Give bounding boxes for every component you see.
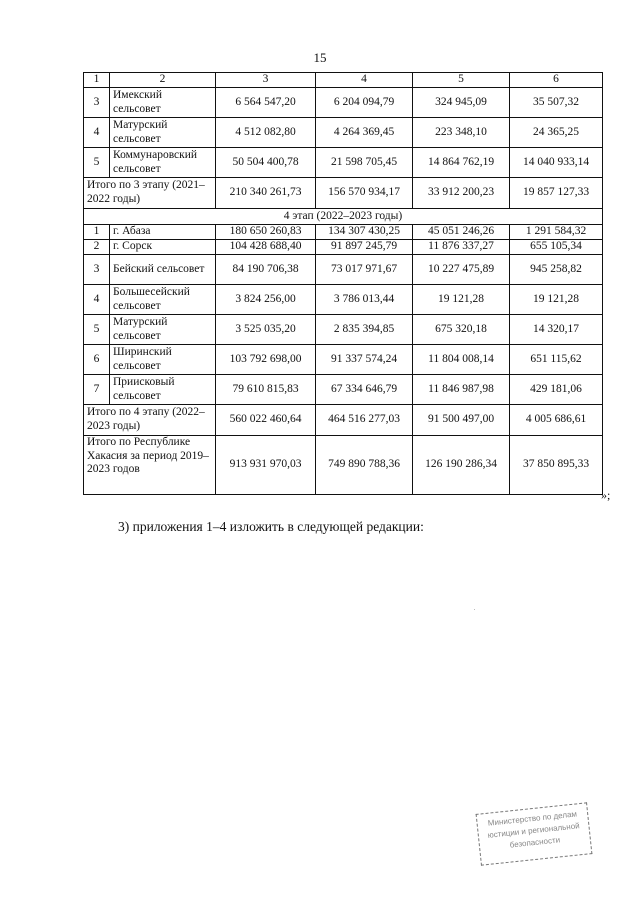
value-cell: 655 105,34 — [510, 240, 603, 255]
value-cell: 11 846 987,98 — [413, 375, 510, 405]
total-value: 91 500 497,00 — [413, 405, 510, 436]
value-cell: 73 017 971,67 — [316, 255, 413, 285]
total-row-stage4 — [84, 405, 603, 436]
stage4-title: 4 этап (2022–2023 годы) — [84, 209, 603, 225]
header-cell: 4 — [316, 73, 413, 88]
header-cell: 3 — [216, 73, 316, 88]
value-cell: 10 227 475,89 — [413, 255, 510, 285]
value-cell: 79 610 815,83 — [216, 375, 316, 405]
table-header-row — [84, 73, 603, 88]
row-number: 3 — [84, 88, 110, 118]
value-cell: 35 507,32 — [510, 88, 603, 118]
table-row — [84, 88, 603, 118]
value-cell: 3 525 035,20 — [216, 315, 316, 345]
value-cell: 11 876 337,27 — [413, 240, 510, 255]
table-row — [84, 148, 603, 178]
closing-quote-mark: »; — [601, 488, 611, 502]
value-cell: 11 804 008,14 — [413, 345, 510, 375]
total-value: 19 857 127,33 — [510, 178, 603, 209]
table-row — [84, 255, 603, 285]
value-cell: 675 320,18 — [413, 315, 510, 345]
value-cell: 6 564 547,20 — [216, 88, 316, 118]
value-cell: 21 598 705,45 — [316, 148, 413, 178]
total-value: 560 022 460,64 — [216, 405, 316, 436]
scan-speck — [474, 609, 475, 610]
value-cell: 3 786 013,44 — [316, 285, 413, 315]
value-cell: 180 650 260,83 — [216, 225, 316, 240]
municipality-name: Бейский сельсовет — [110, 255, 216, 285]
row-number: 1 — [84, 225, 110, 240]
municipality-name: Матурский сельсовет — [110, 118, 216, 148]
value-cell: 103 792 698,00 — [216, 345, 316, 375]
value-cell: 134 307 430,25 — [316, 225, 413, 240]
table-row — [84, 118, 603, 148]
municipality-name: Матурский сельсовет — [110, 315, 216, 345]
stage-heading-row — [84, 209, 603, 225]
row-number: 4 — [84, 118, 110, 148]
funding-table — [83, 72, 603, 495]
total-value: 156 570 934,17 — [316, 178, 413, 209]
value-cell: 324 945,09 — [413, 88, 510, 118]
value-cell: 1 291 584,32 — [510, 225, 603, 240]
municipality-name: Приисковый сельсовет — [110, 375, 216, 405]
value-cell: 14 864 762,19 — [413, 148, 510, 178]
value-cell: 104 428 688,40 — [216, 240, 316, 255]
value-cell: 2 835 394,85 — [316, 315, 413, 345]
value-cell: 50 504 400,78 — [216, 148, 316, 178]
value-cell: 651 115,62 — [510, 345, 603, 375]
value-cell: 6 204 094,79 — [316, 88, 413, 118]
row-number: 3 — [84, 255, 110, 285]
grand-total-label: Итого по Республике Хакасия за период 2019–2023 годов — [84, 436, 216, 495]
value-cell: 19 121,28 — [413, 285, 510, 315]
row-number: 7 — [84, 375, 110, 405]
municipality-name: Большесейский сельсовет — [110, 285, 216, 315]
header-cell: 2 — [110, 73, 216, 88]
value-cell: 223 348,10 — [413, 118, 510, 148]
municipality-name: Имекский сельсовет — [110, 88, 216, 118]
amendment-paragraph: 3) приложения 1–4 изложить в следующей редакции: — [118, 519, 424, 534]
total-value: 4 005 686,61 — [510, 405, 603, 436]
value-cell: 3 824 256,00 — [216, 285, 316, 315]
value-cell: 4 512 082,80 — [216, 118, 316, 148]
grand-total-value: 37 850 895,33 — [510, 436, 603, 495]
header-cell: 6 — [510, 73, 603, 88]
table-row — [84, 345, 603, 375]
total-value: 210 340 261,73 — [216, 178, 316, 209]
value-cell: 4 264 369,45 — [316, 118, 413, 148]
grand-total-value: 126 190 286,34 — [413, 436, 510, 495]
row-number: 5 — [84, 148, 110, 178]
row-number: 6 — [84, 345, 110, 375]
value-cell: 19 121,28 — [510, 285, 603, 315]
municipality-name: г. Абаза — [110, 225, 216, 240]
row-number: 4 — [84, 285, 110, 315]
value-cell: 91 337 574,24 — [316, 345, 413, 375]
municipality-name: г. Сорск — [110, 240, 216, 255]
total-value: 33 912 200,23 — [413, 178, 510, 209]
table-row — [84, 375, 603, 405]
table-row — [84, 240, 603, 255]
total-value: 464 516 277,03 — [316, 405, 413, 436]
header-cell: 1 — [84, 73, 110, 88]
grand-total-value: 749 890 788,36 — [316, 436, 413, 495]
value-cell: 67 334 646,79 — [316, 375, 413, 405]
value-cell: 24 365,25 — [510, 118, 603, 148]
row-number: 5 — [84, 315, 110, 345]
table-row — [84, 315, 603, 345]
value-cell: 84 190 706,38 — [216, 255, 316, 285]
grand-total-value: 913 931 970,03 — [216, 436, 316, 495]
row-number: 2 — [84, 240, 110, 255]
value-cell: 429 181,06 — [510, 375, 603, 405]
table-row — [84, 285, 603, 315]
total-row-stage3 — [84, 178, 603, 209]
value-cell: 945 258,82 — [510, 255, 603, 285]
municipality-name: Коммунаровский сельсовет — [110, 148, 216, 178]
grand-total-row — [84, 436, 603, 495]
value-cell: 45 051 246,26 — [413, 225, 510, 240]
ministry-stamp: Министерство по делам юстиции и региональной безопасности — [476, 802, 593, 865]
page-number: 15 — [313, 50, 327, 65]
value-cell: 14 040 933,14 — [510, 148, 603, 178]
value-cell: 91 897 245,79 — [316, 240, 413, 255]
municipality-name: Ширинский сельсовет — [110, 345, 216, 375]
total-label: Итого по 3 этапу (2021–2022 годы) — [84, 178, 216, 209]
table-row — [84, 225, 603, 240]
value-cell: 14 320,17 — [510, 315, 603, 345]
header-cell: 5 — [413, 73, 510, 88]
total-label: Итого по 4 этапу (2022–2023 годы) — [84, 405, 216, 436]
